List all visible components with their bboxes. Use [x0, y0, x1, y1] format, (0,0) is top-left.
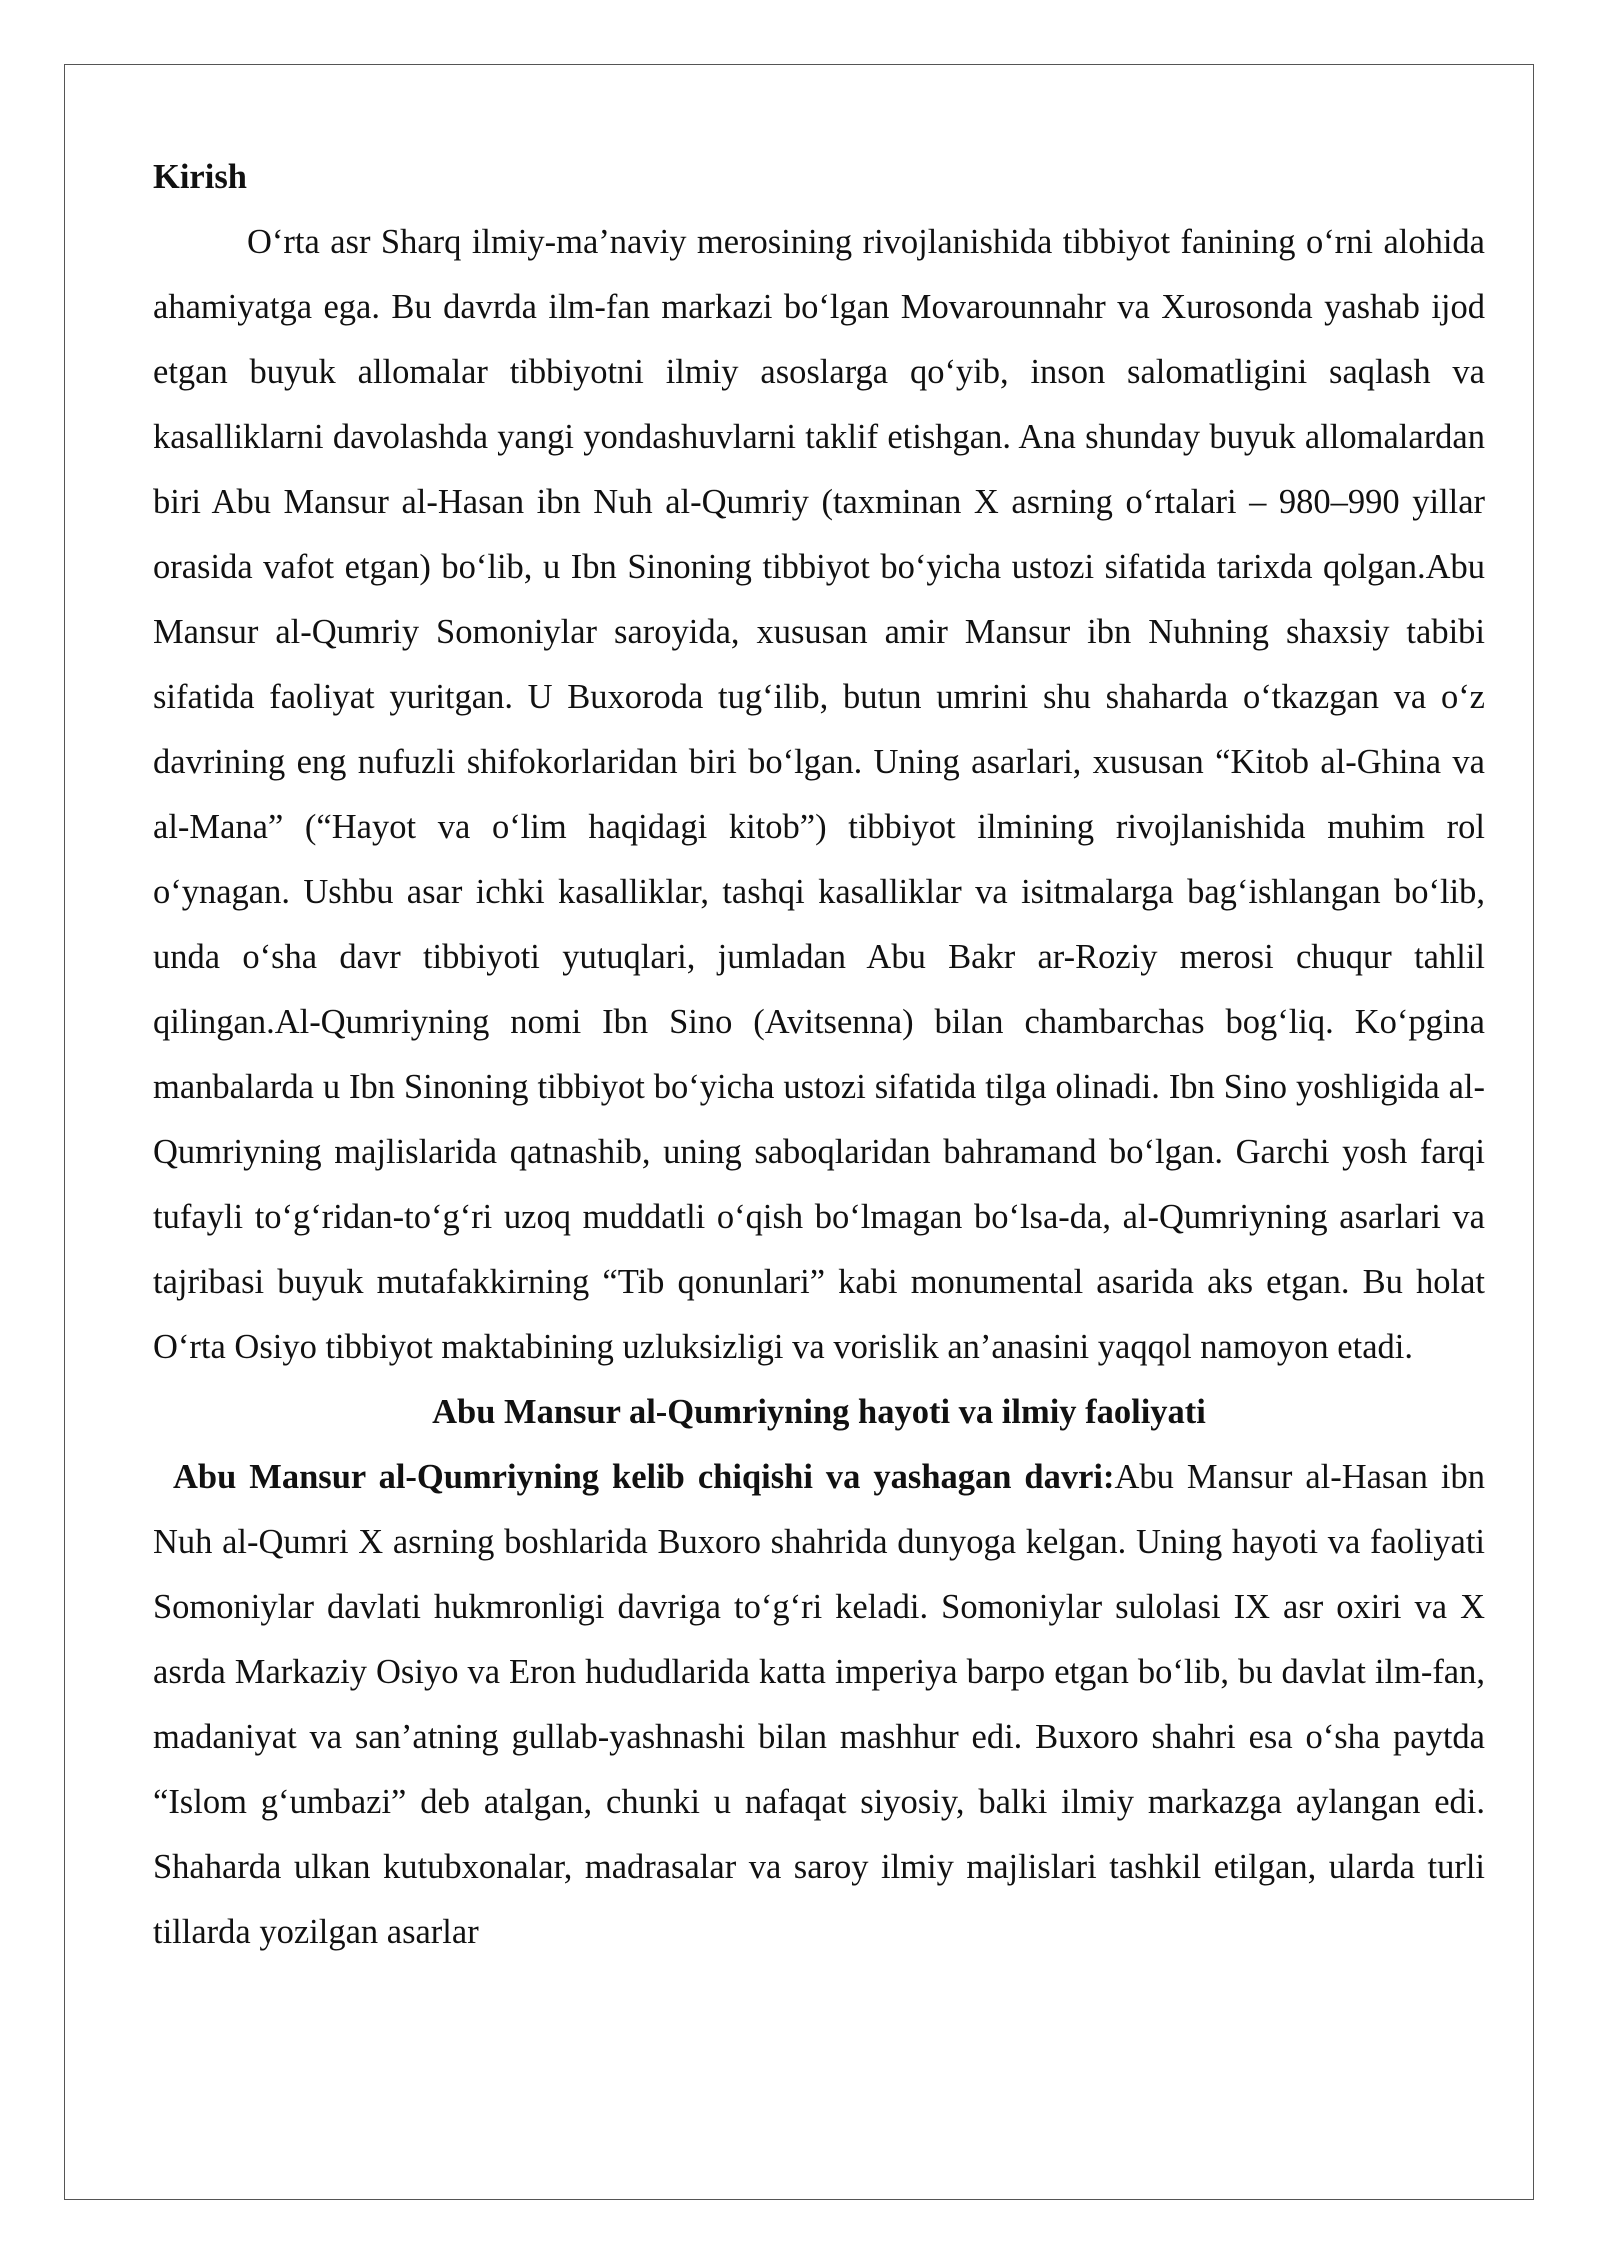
paragraph-lead-in: Abu Mansur al-Qumriyning kelib chiqishi va yashagan davri: — [173, 1458, 1115, 1496]
section-paragraph — [153, 1445, 1485, 1965]
section-heading-kirish: Kirish — [153, 158, 247, 196]
intro-paragraph: O‘rta asr Sharq ilmiy-ma’naviy merosining rivojlanishida tibbiyot fanining o‘rni alohida ahamiyatga ega. Bu davrda ilm-fan markazi bo‘lgan Movarounnahr va Xurosonda yashab ijod etgan buyuk allomalar tibbiyotni ilmiy asoslarga qo‘yib, inson salomatligini saqlash va kasalliklarni davolashda yangi yondashuvlarni taklif etishgan. Ana shunday buyuk allomalardan biri Abu Mansur al-Hasan ibn Nuh al-Qumriy (taxminan X asrning o‘rtalari – 980–990 yillar orasida vafot etgan) bo‘lib, u Ibn Sinoning tibbiyot bo‘yicha ustozi sifatida tarixda qolgan.Abu Mansur al-Qumriy Somoniylar saroyida, xususan amir Mansur ibn Nuhning shaxsiy tabibi sifatida faoliyat yuritgan. U Buxoroda tug‘ilib, butun umrini shu shaharda o‘tkazgan va o‘z davrining eng nufuzli shifokorlaridan biri bo‘lgan. Uning asarlari, xususan “Kitob al-Ghina va al-Mana” (“Hayot va o‘lim haqidagi kitob”) tibbiyot ilmining rivojlanishida muhim rol o‘ynagan. Ushbu asar ichki kasalliklar, tashqi kasalliklar va isitmalarga bag‘ishlangan bo‘lib, unda o‘sha davr tibbiyoti yutuqlari, jumladan Abu Bakr ar-Roziy merosi chuqur tahlil qilingan.Al-Qumriyning nomi Ibn Sino (Avitsenna) bilan chambarchas bog‘liq. Ko‘pgina manbalarda u Ibn Sinoning tibbiyot bo‘yicha ustozi sifatida tilga olinadi. Ibn Sino yoshligida al-Qumriyning majlislarida qatnashib, uning saboqlaridan bahramand bo‘lgan. Garchi yosh farqi tufayli to‘g‘ridan-to‘g‘ri uzoq muddatli o‘qish bo‘lmagan bo‘lsa-da, al-Qumriyning asarlari va tajribasi buyuk mutafakkirning “Tib qonunlari” kabi monumental asarida aks etgan. Bu holat O‘rta Osiyo tibbiyot maktabining uzluksizligi va vorislik an’anasini yaqqol namoyon etadi. — [153, 223, 1485, 1366]
paragraph-body: Abu Mansur al-Hasan ibn Nuh al-Qumri X asrning boshlarida Buxoro shahrida dunyoga kelgan. Uning hayoti va faoliyati Somoniylar davlati hukmronligi davriga to‘g‘ri keladi. Somoniylar sulolasi IX asr oxiri va X asrda Markaziy Osiyo va Eron hududlarida katta imperiya barpo etgan bo‘lib, bu davlat ilm-fan, madaniyat va san’atning gullab-yashnashi bilan mashhur edi. Buxoro shahri esa o‘sha paytda “Islom g‘umbazi” deb atalgan, chunki u nafaqat siyosiy, balki ilmiy markazga aylangan edi. Shaharda ulkan kutubxonalar, madrasalar va saroy ilmiy majlislari tashkil etilgan, ularda turli tillarda yozilgan asarlar — [153, 1458, 1485, 1951]
document-body — [153, 145, 1485, 1965]
section-title: Abu Mansur al-Qumriyning hayoti va ilmiy faoliyati — [432, 1393, 1206, 1431]
